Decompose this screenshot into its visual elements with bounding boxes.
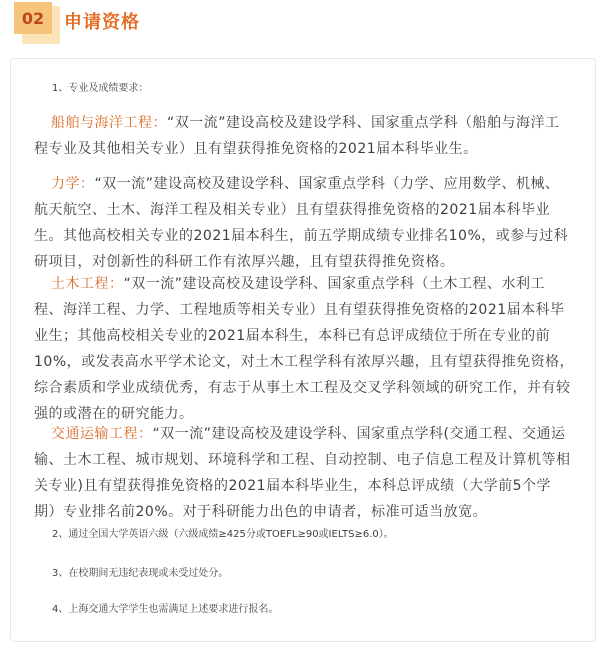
section-header [0,0,605,48]
civil-paragraph [34,271,575,427]
mechanics-line-4: 研项目，对创新性的科研工作有浓厚兴趣，且有望获得推免资格。 [34,254,455,270]
traffic-line-3: 关专业)且有望获得推免资格的2021届本科毕业生，本科总评成绩（大学前5个学 [34,478,551,494]
civil-lead: 土木工程： [51,276,124,292]
mechanics-line-2: 航天航空、土木、海洋工程及相关专业）且有望获得推免资格的2021届本科毕业 [34,202,551,218]
requirement-2 [52,522,588,548]
traffic-lead: 交通运输工程： [51,426,153,442]
traffic-line-1: “双一流”建设高校及建设学科、国家重点学科(交通工程、交通运 [152,426,566,442]
civil-line-6: 强的或潜在的研究能力。 [34,406,194,422]
section-title: 申请资格 [64,12,140,33]
mechanics-line-1: “双一流”建设高校及建设学科、国家重点学科（力学、应用数学、机械、 [94,176,560,192]
traffic-line-4: 期）专业排名前20%。对于科研能力出色的申请者，标准可适当放宽。 [34,504,488,520]
mechanics-lead: 力学： [51,176,95,192]
traffic-line-2: 输、土木工程、城市规划、环境科学和工程、自动控制、电子信息工程及计算机等相 [34,452,571,468]
ship-paragraph [34,110,570,162]
ship-line-2: 程专业及其他相关专业）且有望获得推免资格的2021届本科毕业生。 [34,141,478,157]
requirement-3 [52,561,588,587]
requirement-3-text: 3、在校期间无违纪表现或未受过处分。 [52,568,229,579]
civil-line-5: 综合素质和学业成绩优秀，有志于从事土木工程及交叉学科领域的研究工作，并有较 [34,380,571,396]
requirement-2-text: 2、通过全国大学英语六级（六级成绩≥425分或TOEFL≥90或IELTS≥6.0）。 [52,529,394,540]
mechanics-paragraph [34,171,570,275]
mechanics-line-3: 生。其他高校相关专业的2021届本科生，前五学期成绩专业排名10%，或参与过科 [34,228,569,244]
requirement-4 [52,597,588,623]
civil-line-4: 10%，或发表高水平学术论文，对土木工程学科有浓厚兴趣，且有望获得推免资格， [34,354,575,370]
section-number-badge: 02 [14,2,52,34]
requirement-1-text: 1、专业及成绩要求： [52,83,149,94]
ship-line-1: “双一流”建设高校及建设学科、国家重点学科（船舶与海洋工 [167,115,560,131]
requirement-1 [52,76,588,102]
civil-line-1: “双一流”建设高校及建设学科、国家重点学科（土木工程、水利工 [123,276,546,292]
civil-line-3: 业生；其他高校相关专业的2021届本科生，本科已有总评成绩位于所在专业的前 [34,328,551,344]
traffic-paragraph [34,421,570,525]
requirement-4-text: 4、上海交通大学学生也需满足上述要求进行报名。 [52,604,279,615]
civil-line-2: 程、海洋工程、力学、工程地质等相关专业）且有望获得推免资格的2021届本科毕 [34,302,565,318]
ship-lead: 船舶与海洋工程： [51,115,167,131]
